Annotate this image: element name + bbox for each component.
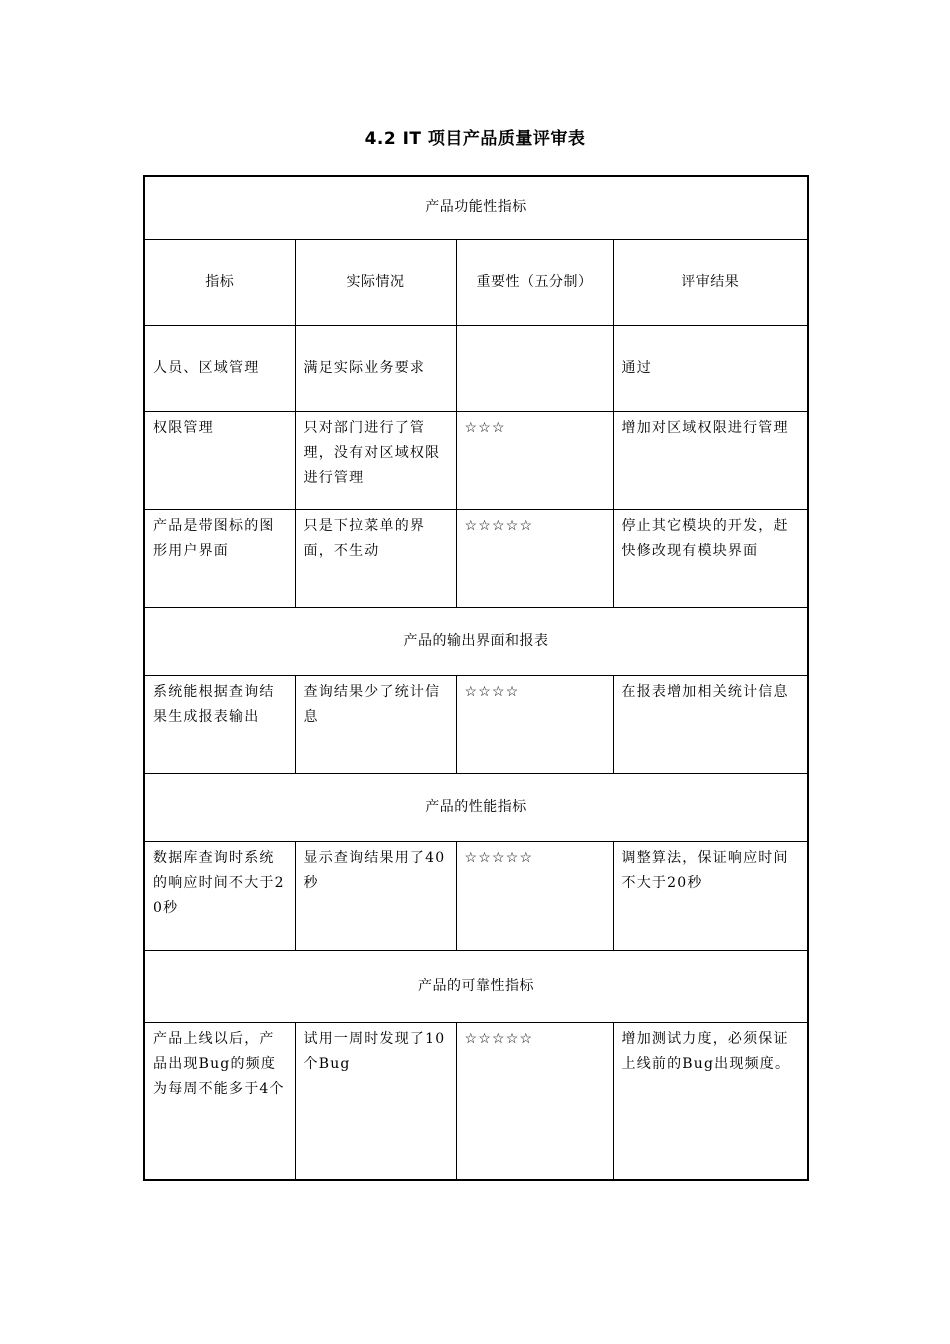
section-title: 产品的性能指标 (144, 773, 808, 841)
section-header-row (144, 607, 808, 675)
section-header-row (144, 950, 808, 1022)
table-row (144, 509, 808, 607)
cell-indicator: 数据库查询时系统的响应时间不大于20秒 (144, 841, 295, 950)
cell-result: 在报表增加相关统计信息 (613, 675, 808, 773)
column-header-actual: 实际情况 (295, 239, 456, 325)
section-title: 产品的可靠性指标 (144, 950, 808, 1022)
table-row (144, 411, 808, 509)
column-header-indicator: 指标 (144, 239, 295, 325)
cell-actual: 只对部门进行了管理，没有对区域权限进行管理 (295, 411, 456, 509)
column-header-result: 评审结果 (613, 239, 808, 325)
cell-importance: ☆☆☆☆☆ (456, 841, 613, 950)
column-header-importance: 重要性（五分制） (456, 239, 613, 325)
cell-indicator: 权限管理 (144, 411, 295, 509)
cell-indicator: 人员、区域管理 (144, 325, 295, 411)
cell-actual: 试用一周时发现了10个Bug (295, 1022, 456, 1180)
cell-actual: 显示查询结果用了40秒 (295, 841, 456, 950)
cell-actual: 满足实际业务要求 (295, 325, 456, 411)
cell-importance: ☆☆☆☆ (456, 675, 613, 773)
cell-importance: ☆☆☆☆☆ (456, 1022, 613, 1180)
table-row (144, 675, 808, 773)
cell-indicator: 系统能根据查询结果生成报表输出 (144, 675, 295, 773)
cell-result: 调整算法，保证响应时间不大于20秒 (613, 841, 808, 950)
cell-result: 增加对区域权限进行管理 (613, 411, 808, 509)
section-header-row (144, 773, 808, 841)
quality-review-table (143, 175, 809, 1181)
cell-actual: 只是下拉菜单的界面，不生动 (295, 509, 456, 607)
cell-result: 停止其它模块的开发，赶快修改现有模块界面 (613, 509, 808, 607)
cell-result: 通过 (613, 325, 808, 411)
cell-actual: 查询结果少了统计信息 (295, 675, 456, 773)
section-title: 产品功能性指标 (144, 176, 808, 239)
cell-importance (456, 325, 613, 411)
cell-indicator: 产品是带图标的图形用户界面 (144, 509, 295, 607)
cell-importance: ☆☆☆☆☆ (456, 509, 613, 607)
section-header-row (144, 176, 808, 239)
cell-indicator: 产品上线以后，产品出现Bug的频度为每周不能多于4个 (144, 1022, 295, 1180)
table-row (144, 1022, 808, 1180)
section-title: 产品的输出界面和报表 (144, 607, 808, 675)
column-header-row (144, 239, 808, 325)
cell-importance: ☆☆☆ (456, 411, 613, 509)
table-row (144, 841, 808, 950)
document-title: 4.2 IT 项目产品质量评审表 (364, 129, 586, 149)
cell-result: 增加测试力度，必须保证上线前的Bug出现频度。 (613, 1022, 808, 1180)
table-row (144, 325, 808, 411)
